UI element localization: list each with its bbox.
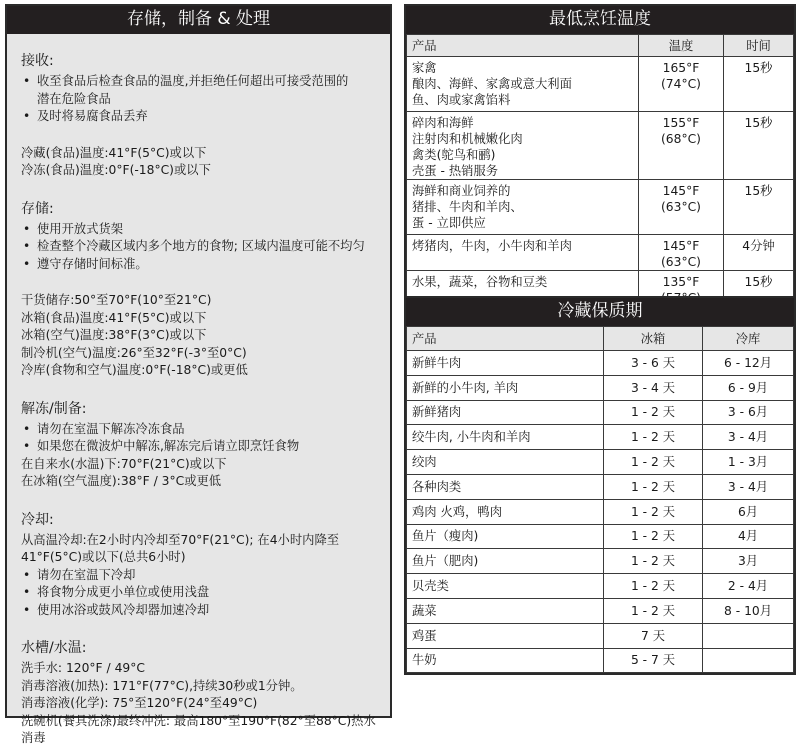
- fridge-cell: 1 - 2 天: [604, 474, 703, 499]
- temp-cell: 145°F (63°C): [639, 235, 724, 271]
- fridge-cell: 3 - 4 天: [604, 375, 703, 400]
- table-row: [407, 375, 794, 400]
- product-line: 壳蛋 - 热销服务: [412, 164, 499, 178]
- table-row: [407, 648, 794, 673]
- col-header-temp: 温度: [639, 35, 724, 57]
- thawing-line: 在冰箱(空气温度):38°F / 3°C或更低: [21, 474, 222, 488]
- time-cell: 15秒: [724, 271, 794, 307]
- table-row: [407, 425, 794, 450]
- storage-section: [21, 200, 390, 380]
- table-row: [407, 180, 794, 235]
- product-line: 注射肉和机械嫩化肉: [412, 132, 523, 146]
- freezer-cell: 3 - 4月: [703, 474, 794, 499]
- table-row: [407, 57, 794, 112]
- water-line: 消毒溶液(加热): 171°F(77°C),持续30秒或1分钟。: [21, 678, 303, 693]
- table-row: [407, 623, 794, 648]
- freezer-cell: 2 - 4月: [703, 574, 794, 599]
- storage-line: 干货储存:50°至70°F(10°至21°C): [21, 293, 212, 307]
- cooling-bullet: • 将食物分成更小单位或使用浅盘: [21, 584, 390, 602]
- product-cell: 水果，蔬菜，谷物和豆类: [407, 271, 639, 307]
- table-row: [407, 598, 794, 623]
- water-line: 消毒溶液(化学): 75°至120°F(24°至49°C): [21, 696, 258, 710]
- thawing-line: 在自来水(水温)下:70°F(21°C)或以下: [21, 456, 227, 471]
- fridge-cell: 5 - 7 天: [604, 648, 703, 673]
- product-cell: [407, 57, 639, 112]
- receiving-bullet: • 收至食品后检查食品的温度,并拒绝任何超出可接受范围的: [21, 73, 390, 91]
- freezer-cell: 6 - 12月: [703, 351, 794, 376]
- storage-bullet: • 检查整个冷藏区域内多个地方的食物; 区域内温度可能不均匀: [21, 238, 390, 256]
- freezer-cell: 8 - 10月: [703, 598, 794, 623]
- min-cook-temp-table: [406, 34, 794, 307]
- table-row: [407, 549, 794, 574]
- fridge-cell: 1 - 2 天: [604, 549, 703, 574]
- fridge-cell: 1 - 2 天: [604, 574, 703, 599]
- product-cell: 绞牛肉, 小牛肉和羊肉: [407, 425, 604, 450]
- water-title: 水槽/水温:: [21, 640, 87, 656]
- freezer-cell: 3 - 4月: [703, 425, 794, 450]
- product-cell: 新鲜的小牛肉, 羊肉: [407, 375, 604, 400]
- freezer-cell: 6月: [703, 499, 794, 524]
- product-line: 酿肉、海鲜、家禽或意大利面: [412, 77, 572, 91]
- shelf-life-title: 冷藏保质期: [406, 298, 794, 326]
- product-line: 碎肉和海鲜: [412, 116, 474, 130]
- temp-cell: 135°F: [639, 271, 724, 307]
- temp-cell: 145°F (63°C): [639, 180, 724, 235]
- fridge-cell: 1 - 2 天: [604, 450, 703, 475]
- product-cell: 牛奶: [407, 648, 604, 673]
- water-section: [21, 639, 390, 748]
- product-cell: 各种肉类: [407, 474, 604, 499]
- table-row: [407, 574, 794, 599]
- product-line: 鱼、肉或家禽馅料: [412, 93, 511, 107]
- product-cell: 鱼片（肥肉): [407, 549, 604, 574]
- time-cell: 15秒: [724, 180, 794, 235]
- col-header-time: 时间: [724, 35, 794, 57]
- receiving-bullet-cont: 潜在危险食品: [37, 91, 111, 106]
- freezer-cell: 4月: [703, 524, 794, 549]
- product-cell: 鸡蛋: [407, 623, 604, 648]
- thawing-title: 解冻/制备:: [21, 400, 87, 417]
- table-row: [407, 400, 794, 425]
- freezer-cell: 3月: [703, 549, 794, 574]
- table-row: [407, 499, 794, 524]
- time-cell: 15秒: [724, 57, 794, 112]
- receiving-line: 冷冻(食品)温度:0°F(-18°C)或以下: [21, 163, 211, 177]
- product-line: 猪排、牛肉和羊肉、: [412, 200, 523, 214]
- shelf-life-panel: [404, 296, 796, 675]
- thawing-bullet: • 如果您在微波炉中解冻,解冻完后请立即烹饪食物: [21, 438, 390, 456]
- product-cell: 绞肉: [407, 450, 604, 475]
- receiving-bullet: • 及时将易腐食品丢弃: [21, 108, 390, 126]
- min-cook-temp-panel: [404, 4, 796, 309]
- time-cell: 4分钟: [724, 235, 794, 271]
- thawing-section: [21, 400, 390, 491]
- product-cell: 新鲜猪肉: [407, 400, 604, 425]
- storage-prep-title: 存储，制备 & 处理: [7, 6, 390, 34]
- table-row: [407, 235, 794, 271]
- water-line: 消毒: [21, 731, 46, 745]
- product-cell: 新鲜牛肉: [407, 351, 604, 376]
- col-header-product: 产品: [407, 327, 604, 351]
- cooling-title: 冷却:: [21, 511, 54, 528]
- product-cell: 贝壳类: [407, 574, 604, 599]
- freezer-cell: 3 - 6月: [703, 400, 794, 425]
- table-row: [407, 524, 794, 549]
- receiving-line: 冷藏(食品)温度:41°F(5°C)或以下: [21, 145, 207, 160]
- cooling-line: 41°F(5°C)或以下(总共6小时): [21, 550, 186, 564]
- temp-cell: 165°F (74°C): [639, 57, 724, 112]
- receiving-section: [21, 52, 390, 180]
- fridge-cell: 1 - 2 天: [604, 499, 703, 524]
- product-cell: 鱼片（瘦肉): [407, 524, 604, 549]
- fridge-cell: 1 - 2 天: [604, 524, 703, 549]
- fridge-cell: 3 - 6 天: [604, 351, 703, 376]
- storage-bullet: • 使用开放式货架: [21, 221, 390, 239]
- cooling-bullet: • 请勿在室温下冷却: [21, 567, 390, 585]
- product-line: 海鲜和商业饲养的: [412, 184, 511, 198]
- water-line: 洗碗机(餐具洗涤)最终冲洗: 最高180°至190°F(82°至88°C)热水: [21, 713, 376, 728]
- col-header-fridge: 冰箱: [604, 327, 703, 351]
- storage-line: 冰箱(食品)温度:41°F(5°C)或以下: [21, 310, 207, 325]
- thawing-bullet: • 请勿在室温下解冻冷冻食品: [21, 421, 390, 439]
- shelf-life-table: [406, 326, 794, 673]
- storage-line: 冰箱(空气)温度:38°F(3°C)或以下: [21, 328, 207, 342]
- min-cook-temp-title: 最低烹饪温度: [406, 6, 794, 34]
- freezer-cell: [703, 648, 794, 673]
- fridge-cell: 1 - 2 天: [604, 598, 703, 623]
- temp-cell: 155°F (68°C): [639, 112, 724, 180]
- fridge-cell: 1 - 2 天: [604, 400, 703, 425]
- storage-title: 存储:: [21, 200, 54, 217]
- storage-prep-panel: [5, 4, 392, 745]
- product-cell: 烤猪肉，牛肉，小牛肉和羊肉: [407, 235, 639, 271]
- col-header-freezer: 冷库: [703, 327, 794, 351]
- time-cell: 15秒: [724, 112, 794, 180]
- freezer-cell: 1 - 3月: [703, 450, 794, 475]
- table-row: [407, 112, 794, 180]
- fridge-cell: 1 - 2 天: [604, 425, 703, 450]
- product-cell: 鸡肉 火鸡，鸭肉: [407, 499, 604, 524]
- cooling-bullet: • 使用冰浴或鼓风冷却器加速冷却: [21, 602, 390, 620]
- cooling-section: [21, 511, 390, 620]
- storage-line: 冷库(食物和空气)温度:0°F(-18°C)或更低: [21, 363, 248, 377]
- product-cell: [407, 180, 639, 235]
- receiving-title: 接收:: [21, 53, 54, 69]
- freezer-cell: 6 - 9月: [703, 375, 794, 400]
- water-line: 洗手水: 120°F / 49°C: [21, 661, 145, 675]
- table-row: [407, 351, 794, 376]
- table-row: [407, 450, 794, 475]
- product-line: 禽类(鸵鸟和鹂): [412, 148, 496, 162]
- product-cell: [407, 112, 639, 180]
- table-row: [407, 474, 794, 499]
- product-line: 蛋 - 立即供应: [412, 216, 486, 230]
- fridge-cell: 7 天: [604, 623, 703, 648]
- freezer-cell: [703, 623, 794, 648]
- col-header-product: 产品: [407, 35, 639, 57]
- product-cell: 蔬菜: [407, 598, 604, 623]
- storage-bullet: • 遵守存储时间标准。: [21, 256, 390, 274]
- storage-line: 制冷机(空气)温度:26°至32°F(-3°至0°C): [21, 345, 247, 360]
- cooling-line: 从高温冷却:在2小时内冷却至70°F(21°C); 在4小时内降至: [21, 532, 340, 547]
- product-line: 家禽: [412, 61, 437, 75]
